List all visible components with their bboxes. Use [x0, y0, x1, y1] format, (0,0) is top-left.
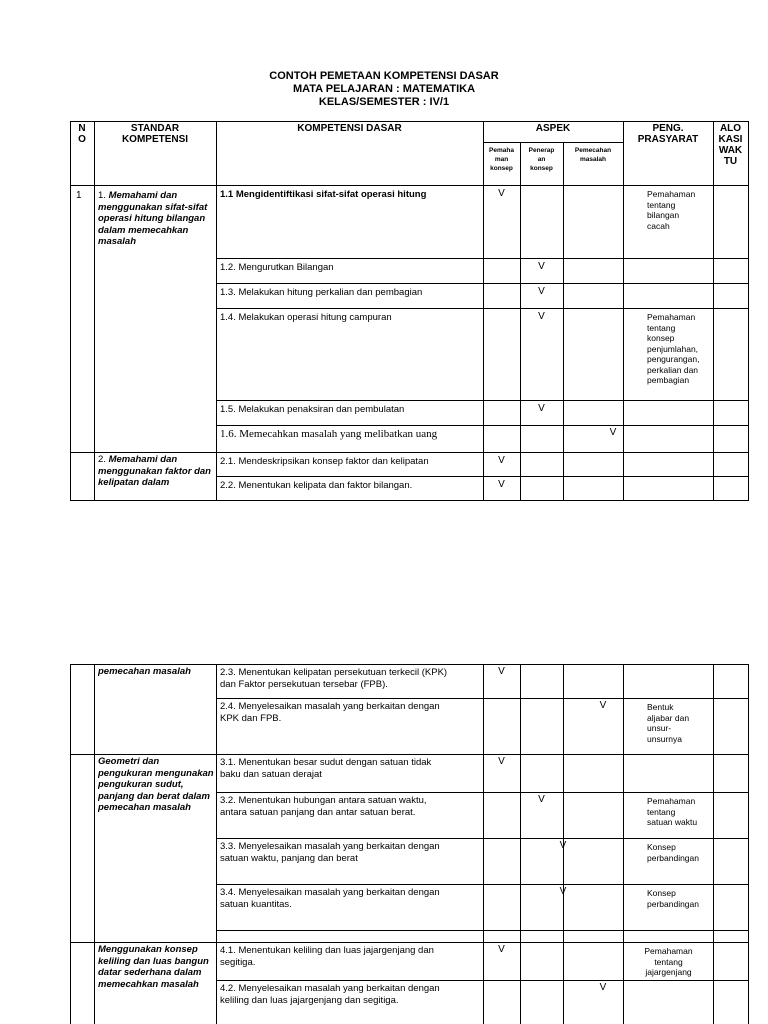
kompetensi-dasar-cell: 1.5. Melakukan penaksiran dan pembulatan	[220, 404, 405, 415]
kompetensi-dasar-cell: 3.4. Menyelesaikan masalah yang berkaitan dengan satuan kuantitas.	[220, 887, 440, 910]
header-aspek-pemecahan: Pemecahan masalah	[574, 147, 612, 163]
standar-kompetensi-1	[98, 190, 214, 248]
table-rule	[748, 121, 749, 501]
header-alokasi: ALO KASI WAK TU	[718, 123, 743, 167]
aspek-pemahaman-check: V	[498, 188, 505, 199]
kompetensi-dasar-cell: 1.6. Memecahkan masalah yang melibatkan uang	[220, 429, 438, 440]
kompetensi-dasar-cell: 3.2. Menentukan hubungan antara satuan waktu, antara satuan panjang dan antar satuan berat.	[220, 795, 427, 818]
prasyarat-cell: Bentuk aljabar dan unsur- unsurnya	[647, 702, 690, 744]
aspek-pemecahan-check: V	[599, 700, 607, 711]
table-rule	[216, 476, 748, 477]
table-rule	[748, 664, 749, 1024]
prasyarat-cell: Pemahaman tentang jajargenjang	[644, 946, 693, 977]
table-rule	[623, 121, 624, 501]
table-rule	[70, 500, 748, 501]
aspek-pemecahan-check: V	[609, 427, 617, 438]
table-rule	[70, 121, 71, 501]
aspek-pemahaman-check: V	[498, 944, 505, 955]
table-rule	[563, 142, 564, 501]
table-rule	[483, 664, 484, 1024]
aspek-pemahaman-check: V	[498, 479, 505, 490]
table-rule	[94, 121, 95, 501]
table-rule	[70, 121, 748, 122]
table-rule	[216, 838, 748, 839]
header-prasyarat: PENG. PRASYARAT	[637, 123, 699, 145]
kompetensi-dasar-cell: 1.3. Melakukan hitung perkalian dan pembagian	[220, 287, 423, 298]
table-rule	[483, 121, 484, 501]
kompetensi-dasar-cell: 3.1. Menentukan besar sudut dengan satuan tidak baku dan satuan derajat	[220, 757, 432, 780]
header-no: N O	[78, 123, 86, 145]
standar-kompetensi-2-text: Memahami dan menggunakan faktor dan kelipatan dalam	[98, 454, 211, 488]
table-rule	[216, 121, 217, 501]
aspek-pemecahan-check: V	[599, 982, 607, 993]
document-class: KELAS/SEMESTER : IV/1	[318, 96, 450, 108]
table-rule	[216, 425, 748, 426]
table-rule	[216, 930, 748, 931]
standar-kompetensi-1-number: 1.	[98, 190, 109, 201]
kompetensi-dasar-cell: 2.2. Menentukan kelipata dan faktor bilangan.	[220, 480, 413, 491]
kompetensi-dasar-cell: 1.4. Melakukan operasi hitung campuran	[220, 312, 392, 323]
kompetensi-dasar-cell: 2.3. Menentukan kelipatan persekutuan terkecil (KPK) dan Faktor persekutuan tersebar (FPB).	[220, 667, 448, 690]
table-rule	[216, 698, 748, 699]
competency-table-1	[70, 121, 748, 501]
standar-kompetensi-2-number: 2.	[98, 454, 109, 465]
prasyarat-cell: Pemahaman tentang konsep penjumlahan, pengurangan, perkalian dan pembagian	[647, 312, 700, 385]
table-rule	[520, 664, 521, 1024]
table-rule	[70, 942, 748, 943]
prasyarat-cell: Konsep perbandingan	[647, 842, 699, 863]
table-rule	[216, 792, 748, 793]
aspek-penerapan-check: V	[538, 261, 545, 272]
header-aspek-penerapan: Penerap an konsep	[528, 147, 555, 172]
table-rule	[70, 754, 748, 755]
aspek-penerapan-check: V	[538, 794, 545, 805]
standar-kompetensi-1-text: Memahami dan menggunakan sifat-sifat operasi hitung bilangan dalam memecahkan masalah	[98, 190, 208, 247]
prasyarat-cell: Pemahaman tentang satuan waktu	[647, 796, 698, 827]
kompetensi-dasar-cell: 2.4. Menyelesaikan masalah yang berkaitan dengan KPK dan FPB.	[220, 701, 440, 724]
table-rule	[216, 400, 748, 401]
table-rule	[216, 308, 748, 309]
aspek-pemahaman-check: V	[498, 666, 505, 677]
prasyarat-cell: Konsep perbandingan	[647, 888, 699, 909]
document-subject: MATA PELAJARAN : MATEMATIKA	[292, 83, 476, 95]
aspek-penerapan-check: V	[538, 286, 545, 297]
standar-kompetensi-3: Geometri dan pengukuran mengunakan pengukuran sudut, panjang dan berat dalam pemecahan masalah	[98, 756, 214, 813]
kompetensi-dasar-cell: 4.1. Menentukan keliling dan luas jajargenjang dan segitiga.	[220, 945, 434, 968]
table-rule	[216, 884, 748, 885]
standar-kompetensi-2	[98, 454, 214, 489]
aspek-pemecahan-check: V	[559, 840, 567, 851]
table-rule	[70, 664, 748, 665]
standar-kompetensi-2-continued: pemecahan masalah	[98, 666, 191, 677]
table-rule	[94, 664, 95, 1024]
header-aspek: ASPEK	[535, 123, 571, 134]
kompetensi-dasar-cell: 4.2. Menyelesaikan masalah yang berkaitan dengan keliling dan luas jajargenjang dan segitiga.	[220, 983, 440, 1006]
table-rule	[483, 142, 623, 143]
table-rule	[70, 452, 748, 453]
document-title: CONTOH PEMETAAN KOMPETENSI DASAR	[269, 70, 499, 82]
standar-kompetensi-4: Menggunakan konsep keliling dan luas bangun datar sederhana dalam memecahkan masalah	[98, 944, 209, 990]
header-kompetensi: KOMPETENSI DASAR	[297, 123, 402, 134]
kompetensi-dasar-cell: 1.1 Mengidentiftikasi sifat-sifat operasi hitung	[220, 189, 427, 200]
table-rule	[70, 185, 748, 186]
kompetensi-dasar-cell: 3.3. Menyelesaikan masalah yang berkaitan dengan satuan waktu, panjang dan berat	[220, 841, 440, 864]
aspek-pemahaman-check: V	[498, 756, 505, 767]
header-standar: STANDAR KOMPETENSI	[121, 123, 189, 145]
table-rule	[623, 664, 624, 1024]
aspek-penerapan-check: V	[538, 403, 545, 414]
competency-table-2	[70, 664, 748, 1024]
table-rule	[216, 980, 748, 981]
table-rule	[70, 664, 71, 1024]
aspek-penerapan-check: V	[538, 311, 545, 322]
table-rule	[713, 664, 714, 1024]
aspek-pemahaman-check: V	[498, 455, 505, 466]
prasyarat-cell: Pemahaman tentang bilangan cacah	[647, 189, 696, 231]
kompetensi-dasar-cell: 1.2. Mengurutkan Bilangan	[220, 262, 334, 273]
table-rule	[216, 664, 217, 1024]
table-rule	[216, 283, 748, 284]
kompetensi-dasar-cell: 2.1. Mendeskripsikan konsep faktor dan kelipatan	[220, 456, 429, 467]
table-rule	[216, 258, 748, 259]
aspek-pemecahan-check: V	[559, 886, 567, 897]
header-aspek-pemahaman: Pemaha man konsep	[489, 147, 514, 172]
row-number: 1	[76, 190, 82, 201]
table-rule	[713, 121, 714, 501]
